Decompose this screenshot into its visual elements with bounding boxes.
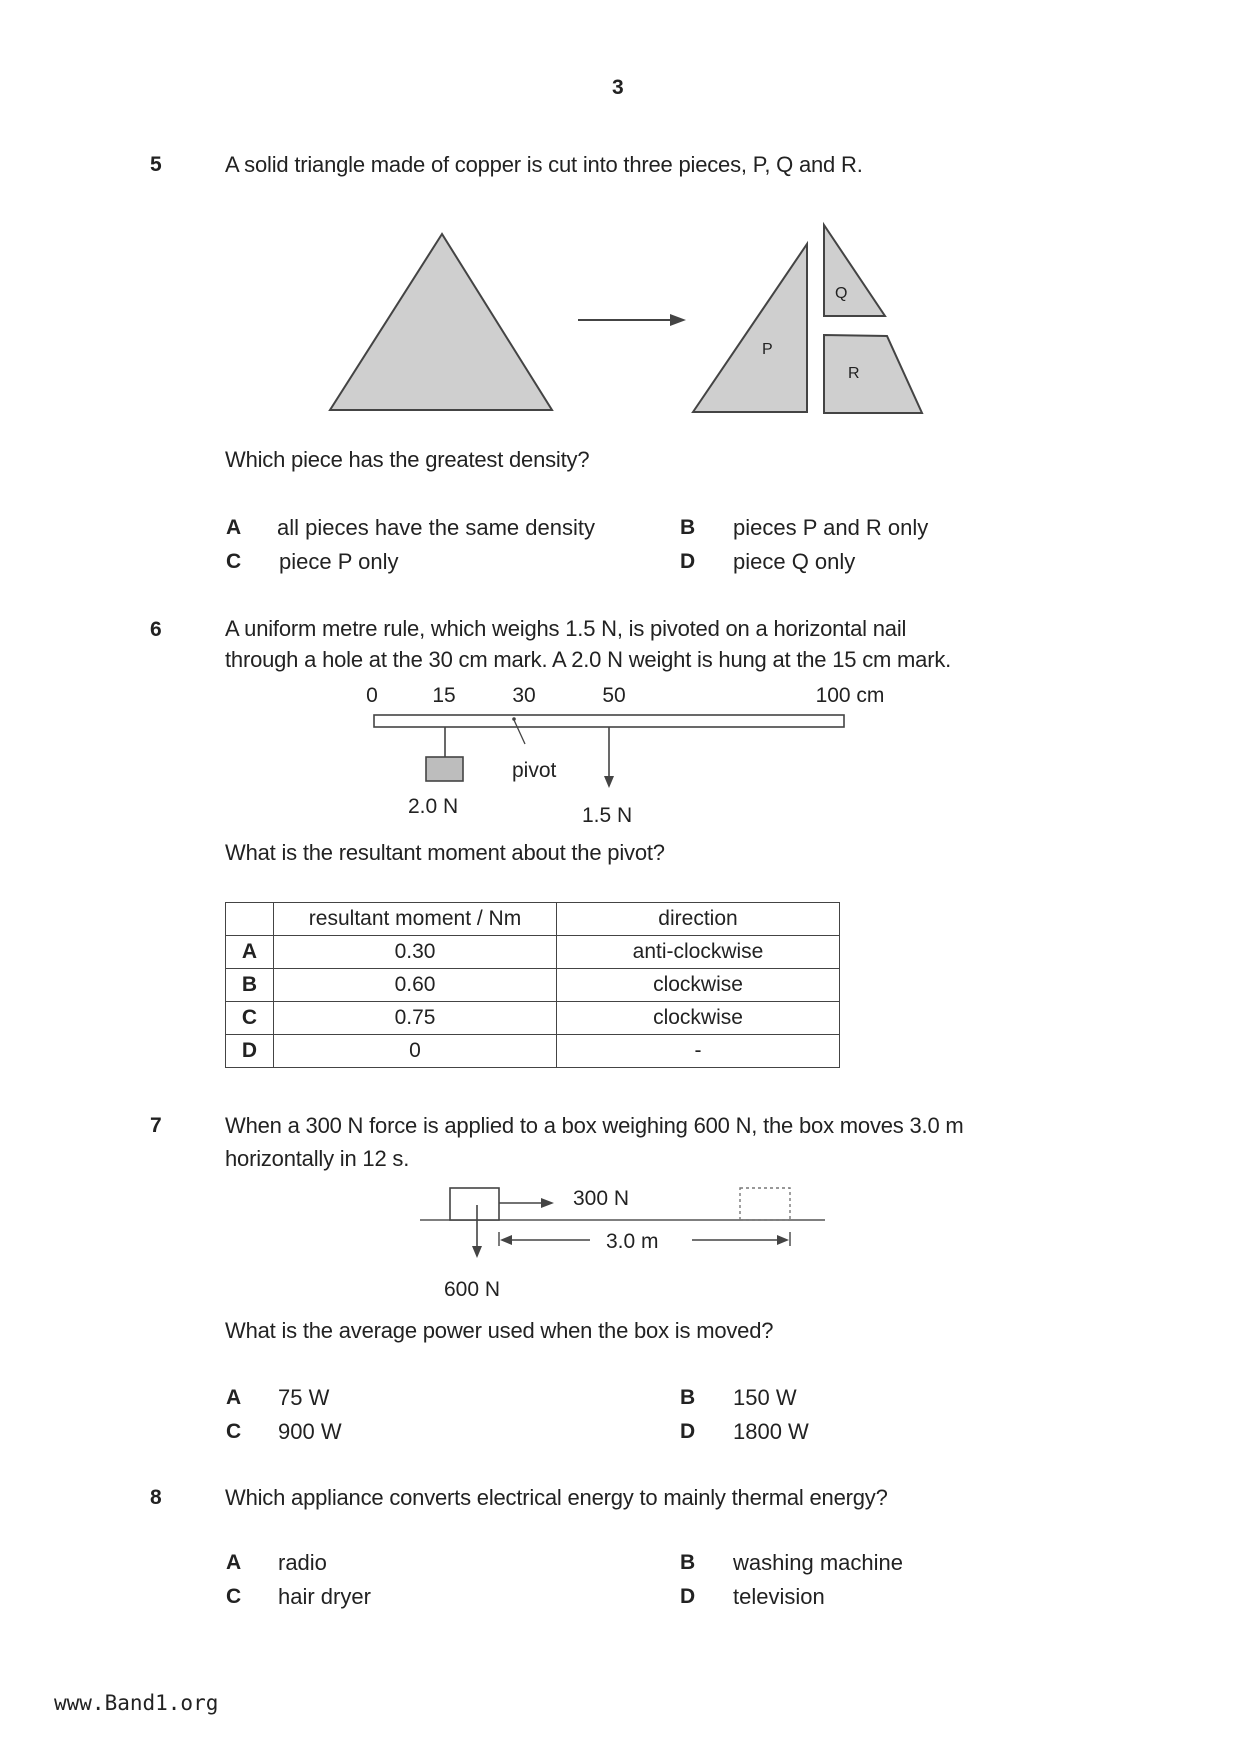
scale-label-100: 100 cm [815,684,885,707]
box [450,1188,499,1220]
box-force-diagram [410,1180,850,1310]
question-prompt: What is the resultant moment about the pivot? [225,840,665,865]
option-text: hair dryer [278,1584,371,1609]
table-row[interactable] [226,936,840,969]
question-stem: A solid triangle made of copper is cut into three pieces, P, Q and R. [225,152,863,177]
pivot-label: pivot [512,759,557,782]
row-letter: C [226,1002,274,1035]
option-letter: B [680,1386,696,1409]
row-letter: B [226,969,274,1002]
scale-label-50: 50 [602,684,626,707]
scale-labels [366,684,884,707]
scale-label-15: 15 [432,684,456,707]
row-direction: - [557,1035,840,1068]
footer-website[interactable]: www.Band1.org [54,1691,219,1715]
table-row[interactable] [226,1002,840,1035]
piece-r-label: R [848,365,860,382]
table-header-moment: resultant moment / Nm [274,903,557,936]
option-text: radio [278,1550,327,1575]
arrow-icon [578,314,686,326]
option-letter: A [226,1386,242,1409]
table-row[interactable] [226,1035,840,1068]
option-text: piece Q only [733,549,856,574]
question-stem-line-2: horizontally in 12 s. [225,1146,410,1171]
row-letter: A [226,936,274,969]
option-text: pieces P and R only [733,515,929,540]
option-letter: D [680,1585,696,1608]
option-letter: B [680,1551,696,1574]
option-letter: D [680,550,696,573]
row-moment: 0.30 [274,936,557,969]
weight-label: 600 N [444,1278,501,1301]
metre-rule [374,715,844,727]
option-letter: A [226,1551,242,1574]
scale-label-30: 30 [512,684,536,707]
option-text: television [733,1584,825,1609]
table-header-blank [226,903,274,936]
question-stem-line-1: When a 300 N force is applied to a box weighing 600 N, the box moves 3.0 m [225,1113,964,1138]
force-label: 300 N [573,1187,630,1210]
option-letter: C [226,1420,242,1443]
question-number: 5 [150,153,162,176]
piece-q-label: Q [835,285,848,302]
applied-force-arrow [499,1187,629,1210]
row-moment: 0.60 [274,969,557,1002]
option-text: 75 W [278,1385,330,1410]
table-header-direction: direction [557,903,840,936]
weight-label: 2.0 N [408,795,459,818]
option-letter: D [680,1420,696,1443]
row-letter: D [226,1035,274,1068]
option-text: piece P only [279,549,399,574]
piece-r [824,335,922,413]
row-direction: clockwise [557,1002,840,1035]
question-stem-line-2: through a hole at the 30 cm mark. A 2.0 N weight is hung at the 15 cm mark. [225,647,952,672]
metre-rule-diagram [360,678,900,838]
copper-triangle-diagram [320,210,940,425]
option-letter: C [226,550,242,573]
scale-label-0: 0 [366,684,378,707]
question-number: 6 [150,618,162,641]
question-stem-line-1: A uniform metre rule, which weighs 1.5 N, is pivoted on a horizontal nail [225,616,907,641]
option-letter: C [226,1585,242,1608]
question-stem: Which appliance converts electrical energy to mainly thermal energy? [225,1485,888,1510]
whole-triangle [330,234,552,410]
row-moment: 0 [274,1035,557,1068]
piece-q [824,225,885,316]
option-text: all pieces have the same density [277,515,595,540]
row-direction: clockwise [557,969,840,1002]
row-moment: 0.75 [274,1002,557,1035]
option-text: 1800 W [733,1419,809,1444]
question-prompt: What is the average power used when the box is moved? [225,1318,774,1343]
rule-weight-arrow [582,727,632,827]
piece-p [693,244,807,412]
option-text: 900 W [278,1419,342,1444]
hanging-weight [408,727,463,818]
question-prompt: Which piece has the greatest density? [225,447,590,472]
row-direction: anti-clockwise [557,936,840,969]
question-number: 8 [150,1486,162,1509]
piece-p-label: P [762,341,773,358]
question-number: 7 [150,1114,162,1137]
page-number: 3 [612,76,624,99]
option-letter: B [680,516,696,539]
final-box-position [740,1188,790,1220]
distance-indicator [499,1230,790,1253]
table-header-row [226,903,840,936]
distance-label: 3.0 m [606,1230,659,1253]
option-letter: A [226,516,242,539]
option-text: 150 W [733,1385,797,1410]
rule-weight-label: 1.5 N [582,804,633,827]
moments-table [225,902,840,1068]
option-text: washing machine [733,1550,903,1575]
table-row[interactable] [226,969,840,1002]
